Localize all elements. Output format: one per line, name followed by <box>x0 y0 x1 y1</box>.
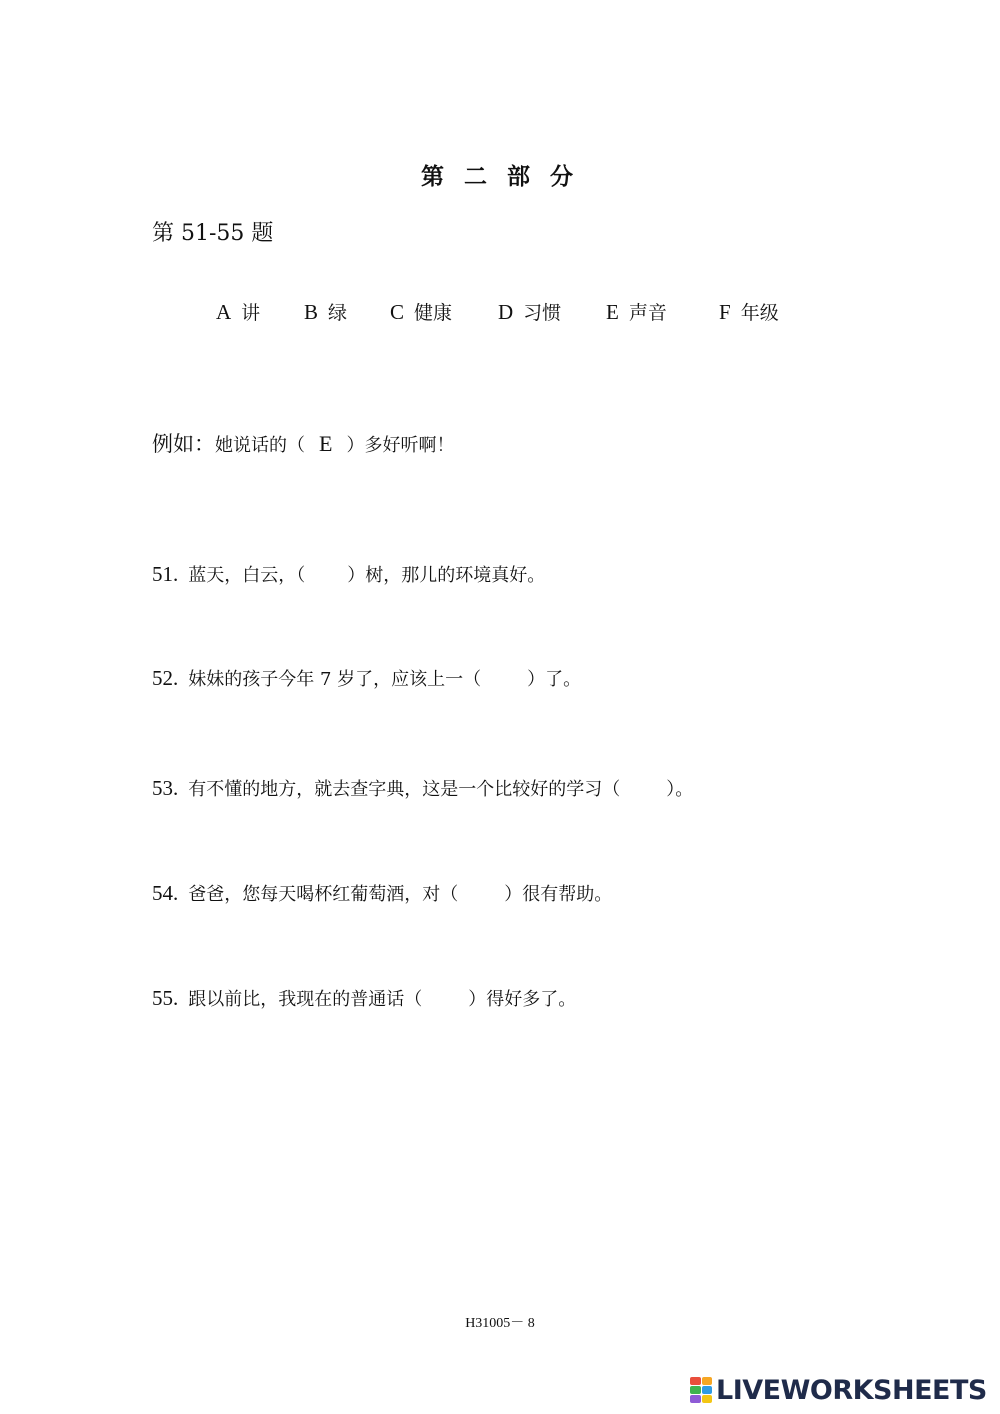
brand-name: LIVEWORKSHEETS <box>716 1374 987 1406</box>
option-d: D 习惯 <box>498 300 562 324</box>
question-53: 53. 有不懂的地方，就去查字典，这是一个比较好的学习（ ）。 <box>152 776 694 800</box>
question-52: 52. 妹妹的孩子今年 7 岁了，应该上一（ ）了。 <box>152 666 582 690</box>
section-subtitle: 第 51-55 题 <box>152 221 274 246</box>
option-f: F 年级 <box>719 300 779 324</box>
option-a: A 讲 <box>216 300 261 324</box>
question-54: 54. 爸爸，您每天喝杯红葡萄酒，对（ ）很有帮助。 <box>152 881 613 905</box>
liveworksheets-logo-icon <box>690 1377 712 1403</box>
example-answer: E <box>319 431 333 456</box>
question-55: 55. 跟以前比，我现在的普通话（ ）得好多了。 <box>152 986 577 1010</box>
example-sentence: 例如：她说话的（ E ）多好听啊！ <box>152 431 455 456</box>
question-51: 51. 蓝天，白云，（ ）树，那儿的环境真好。 <box>152 562 546 586</box>
option-e: E 声音 <box>606 300 667 324</box>
page-footer: H31005－ 8 <box>465 1316 535 1331</box>
option-b: B 绿 <box>304 300 348 324</box>
page-title: 第 二 部 分 <box>420 163 580 190</box>
liveworksheets-brand <box>690 1372 987 1408</box>
option-c: C 健康 <box>390 300 453 324</box>
